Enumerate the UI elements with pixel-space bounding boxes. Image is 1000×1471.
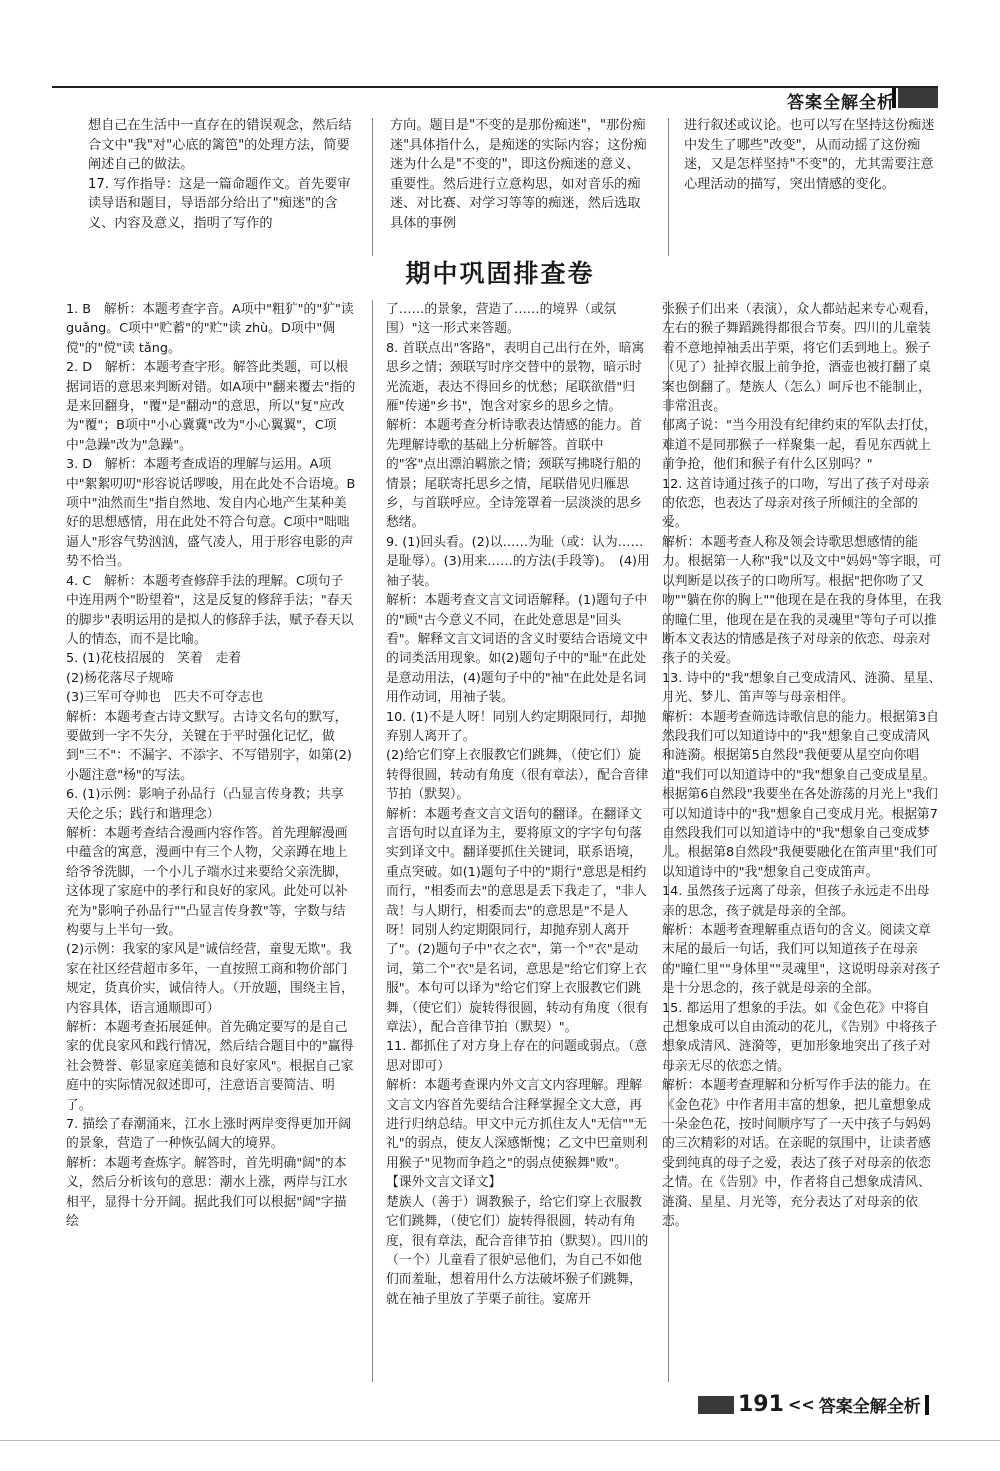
page-number: 191 (738, 1392, 784, 1417)
top-column-2-text: 方向。题目是"不变的是那份痴迷"，"那份痴迷"具体指什么，是痴迷的实际内容；这份痴迷为什么是"不变的"，即这份痴迷的意义、重要性。然后进行立意构思，如对音乐的痴迷、对比赛、对学习等等的痴迷，然后选取具体的事例 (390, 118, 647, 231)
main-column-2-text: 了……的景象，营造了……的境界（或氛围）"这一形式来答题。 8. 首联点出"客路"，表明自己出行在外，暗寓思乡之情；颈联写时序交替中的景物，暗示时光流逝，表达不得回乡的忧愁；尾联欲借"归雁"传递"乡书"，饱含对家乡的思乡之情。 解析：本题考查分析诗歌表达情感的能力。首先理解诗歌的基础上分析解答。首联中的"客"点出漂泊羁旅之情；颈联写拂晓行船的情景；尾联寄托思乡之情，尾联借见归雁思乡，与首联呼应。全诗笼罩着一层淡淡的思乡愁绪。 9. (1)回头看。(2)以……为耻（或：认为……是耻辱）。(3)用来……的方法(手段等)。 (4)用袖子装。 解析：本题考查文言文词语解释。(1)题句子中的"顾"古今意义不同，在此处意思是"回头看"。解释文言文词语的含义时要结合语境文中的词类活用现象。如(2)题句子中的"耻"在此处是意动用法，(4)题句子中的"袖"在此处是名词用作动词，用袖子装。 10. (1)不是人呀！同别人约定期限同行，却抛弃别人离开了。 (2)给它们穿上衣服教它们跳舞，（使它们）旋转得很圆，转动有角度（很有章法），配合音律节拍（默契）。 解析：本题考查文言文语句的翻译。在翻译文言语句时以直译为主，要将原文的字字句句落实到译文中。翻译要抓住关键词，联系语境，重点突破。如(1)题句子中的"期行"意思是相约而行，"相委而去"的意思是丢下我走了，"非人哉！与人期行，相委而去"的意思是"不是人呀！同别人约定期限同行，却抛弃别人离开了"。(2)题句子中"衣之衣"，第一个"衣"是动词，第二个"衣"是名词，意思是"给它们穿上衣服"。本句可以译为"给它们穿上衣服教它们跳舞，（使它们）旋转得很圆，转动有角度（很有章法），配合音律节拍（默契）"。 11. 都抓住了对方身上存在的问题或弱点。（意思对即可） 解析：本题考查课内外文言文内容理解。理解文言文内容首先要结合注释掌握全文大意，再进行归纳总结。甲文中元方抓住友人"无信""无礼"的弱点，使友人深感惭愧；乙文中巴童则利用猴子"见物而争趋之"的弱点使猴舞"败"。 【课外文言文译文】 楚族人（善于）调教猴子，给它们穿上衣服教它们跳舞，（使它们）旋转得很圆，转动有角度，很有章法，配合音律节拍（默契）。四川的（一个）儿童看了很妒忌他们，为自己不如他们而羞耻，想着用什么方法破坏猴子们跳舞，就在袖子里放了芋栗子前往。宴席开 (386, 302, 650, 1307)
top-column-2 (390, 116, 652, 234)
main-column-1 (66, 300, 356, 1382)
page-footer (698, 1392, 929, 1417)
top-column-1 (88, 116, 356, 234)
bottom-rule (0, 1440, 1000, 1441)
footer-label: 答案全解全析 (818, 1397, 921, 1417)
footer-tick (925, 1395, 929, 1415)
main-column-3 (662, 300, 942, 1382)
main-column-3-text: 张猴子们出来（表演），众人都站起来专心观看，左右的猴子舞蹈跳得都很合节奏。四川的儿童装着不意地掉袖丢出芋栗，将它们丢到地上。猴子（见了）扯掉衣服上前争抢，酒壶也被打翻了桌案也倒翻了。楚族人（怎么）呵斥也不能制止，非常沮丧。 郁离子说："当今用没有纪律约束的军队去打仗，难道不是同那猴子一样聚集一起，看见东西就上前争抢，他们和猴子有什么区别吗？" 12. 这首诗通过孩子的口吻，写出了孩子对母亲的依恋，也表达了母亲对孩子所倾注的全部的爱。 解析：本题考查人称及领会诗歌思想感情的能力。根据第一人称"我"以及文中"妈妈"等字眼，可以判断是以孩子的口吻所写。根据"把你吻了又吻""躺在你的胸上""他现在是在我的身体里，在我的瞳仁里，他现在是在我的灵魂里"等句子可以推断本文表达的情感是孩子对母亲的依恋、母亲对孩子的关爱。 13. 诗中的"我"想象自己变成清风、涟漪、星星、月光、梦儿、笛声等与母亲相伴。 解析：本题考查筛选诗歌信息的能力。根据第3自然段我们可以知道诗中的"我"想象自己变成清风和涟漪。根据第5自然段"我便要从星空向你唱道"我们可以知道诗中的"我"想象自己变成星星。根据第6自然段"我要坐在各处游荡的月光上"我们可以知道诗中的"我"想象自己变成月光。根据第7自然段我们可以知道诗中的"我"想象自己变成梦儿。根据第8自然段"我便要融化在笛声里"我们可以知道诗中的"我"想象自己变成笛声。 14. 虽然孩子远离了母亲，但孩子永远走不出母亲的思念，孩子就是母亲的全部。 解析：本题考查理解重点语句的含义。阅读文章末尾的最后一句话，我们可以知道孩子在母亲的"瞳仁里""身体里""灵魂里"，这说明母亲对孩子是十分思念的，孩子就是母亲的全部。 15. 都运用了想象的手法。如《金色花》中将自己想象成可以自由流动的花儿，《告别》中将孩子想象成清风、涟漪等，更加形象地突出了孩子对母亲无尽的依恋之情。 解析：本题考查理解和分析写作手法的能力。在《金色花》中作者用丰富的想象，把儿童想象成一朵金色花，按时间顺序写了一天中孩子与妈妈的三次精彩的对话。在亲昵的氛围中，让读者感受到纯真的母子之爱，表达了孩子对母亲的依恋之情。在《告别》中，作者将自己想象成清风、涟漪、星星、月光等，充分表达了对母亲的依恋。 (662, 302, 942, 1230)
main-column-2 (386, 300, 652, 1382)
double-chevron-icon: << (787, 1395, 815, 1414)
column-divider (372, 300, 373, 1382)
header-block (898, 88, 938, 108)
section-title: 期中巩固排查卷 (405, 259, 595, 288)
column-divider (372, 118, 373, 256)
top-column-1-text: 想自己在生活中一直存在的错误观念，然后结合文中"我"对"心底的篱笆"的处理方法，简要阐述自己的做法。 17. 写作指导：这是一篇命题作文。首先要审读导语和题目，导语部分给出了"痴迷"的含义、内容及意义，指明了写作的 (88, 118, 352, 231)
footer-block (698, 1396, 734, 1414)
main-column-1-text: 1. B 解析：本题考查字音。A项中"粗犷"的"犷"读 guǎng。C项中"贮蓄"的"贮"读 zhù。D项中"倜傥"的"傥"读 tǎng。 2. D 解析：本题考查字形。解答此类题，可以根据词语的意思来判断对错。如A项中"翻来覆去"指的是来回翻身，"覆"是"翻动"的意思，所以"复"应改为"覆"；B项中"小心冀冀"改为"小心翼翼"，C项中"急躁"改为"急躁"。 3. D 解析：本题考查成语的理解与运用。A项中"絮絮叨叨"形容说话啰唆，用在此处不合语境。B项中"油然而生"指自然地、发自内心地产生某种美好的思想感情，用在此处不符合句意。C项中"咄咄逼人"形容气势汹汹，盛气凌人，用于形容电影的声势不恰当。 4. C 解析：本题考查修辞手法的理解。C项句子中连用两个"盼望着"，这是反复的修辞手法；"春天的脚步"表明运用的是拟人的修辞手法，赋予春天以人的情态，而不是比喻。 5. (1)花枝招展的 笑着 走着 (2)杨花落尽子规啼 (3)三军可夺帅也 匹夫不可夺志也 解析：本题考查古诗文默写。古诗文名句的默写，要做到一字不失分，关键在于平时强化记忆，做到"三不"：不漏字、不添字、不写错别字，如第(2)小题注意"杨"的写法。 6. (1)示例：影响子孙品行（凸显言传身教；共享天伦之乐；践行和谐理念） 解析：本题考查结合漫画内容作答。首先理解漫画中蕴含的寓意，漫画中有三个人物，父亲蹲在地上给爷爷洗脚，一个小儿子端水过来要给父亲洗脚，这体现了家庭中的孝行和良好的家风。此处可以补充为"影响子孙品行""凸显言传身教"等，字数与结构要与上半句一致。 (2)示例：我家的家风是"诚信经营，童叟无欺"。我家在社区经营超市多年，一直按照工商和物价部门规定，货真价实，诚信待人。（开放题，围绕主旨，内容具体，语言通顺即可） 解析：本题考查拓展延伸。首先确定要写的是自己家的优良家风和践行情况，然后结合题目中的"赢得社会赞誉、彰显家庭美德和良好家风"。根据自己家庭中的实际情况叙述即可，注意语言要简洁、明了。 7. 描绘了春潮涌来，江水上涨时两岸变得更加开阔的景象，营造了一种恢弘阔大的境界。 解析：本题考查炼字。解答时，首先明确"阔"的本义，然后分析该句的意思：潮水上涨，两岸与江水相平，显得十分开阔。据此我们可以根据"阔"字描绘 (66, 302, 356, 1230)
top-column-3-text: 进行叙述或议论。也可以写在坚持这份痴迷中发生了哪些"改变"，从而动摇了这份痴迷，又是怎样坚持"不变"的，尤其需要注意心理活动的描写，突出情感的变化。 (684, 118, 935, 192)
top-column-3 (684, 116, 944, 194)
column-divider (668, 118, 669, 256)
header-label: 答案全解全析 (787, 93, 895, 113)
